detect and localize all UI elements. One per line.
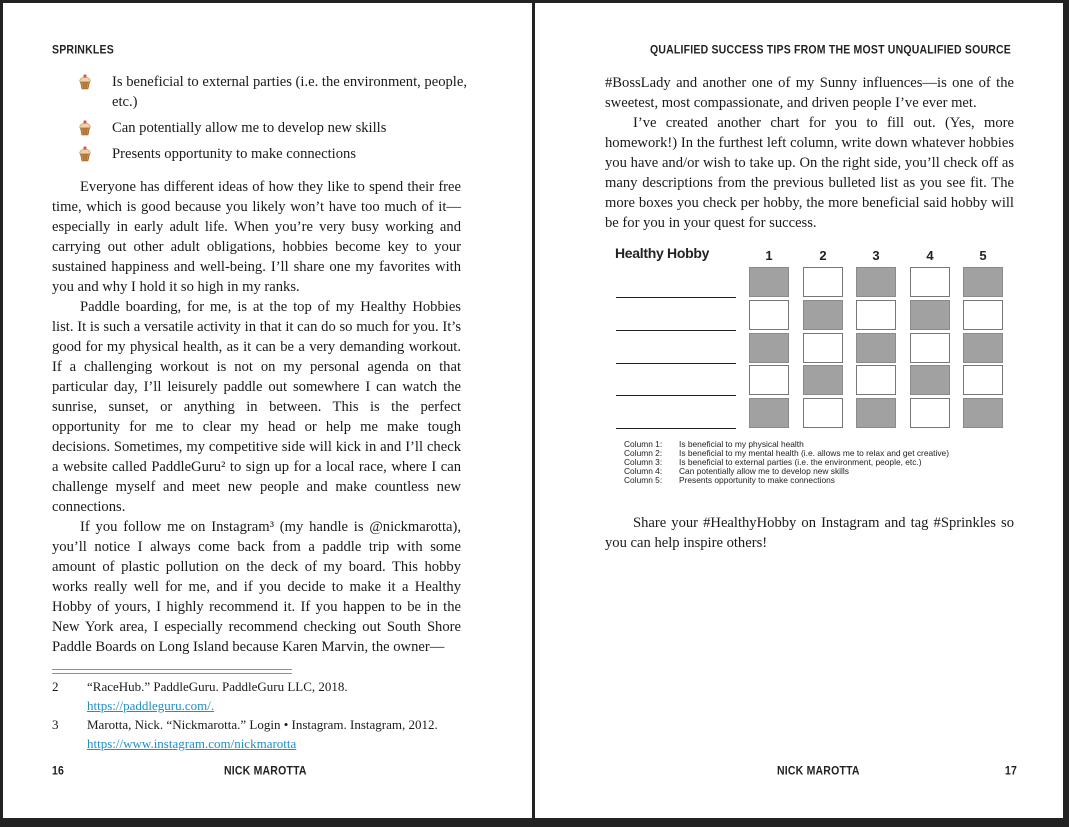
chart-cell[interactable] bbox=[749, 333, 789, 363]
bullet-text: Can potentially allow me to develop new skills bbox=[112, 120, 387, 136]
page-number-right: 17 bbox=[1005, 764, 1018, 778]
chart-cell[interactable] bbox=[910, 300, 950, 330]
paragraph: I’ve created another chart for you to fill out. (Yes, more homework!) In the furthest left column, write down whatever hobbies you have and/or wish to take up. On the right side, you’ll check off as many descriptions from the previous bulleted list as you see fit. The more boxes you check per hobby, the more beneficial said hobby will be for you in your quest for success. bbox=[605, 115, 1014, 231]
chart-cell[interactable] bbox=[910, 398, 950, 428]
chart-cell[interactable] bbox=[963, 398, 1003, 428]
footnote-number: 3 bbox=[52, 717, 59, 732]
column-header-1: 1 bbox=[765, 248, 773, 263]
hobby-write-in-line[interactable] bbox=[616, 395, 736, 396]
body-text bbox=[605, 73, 1014, 233]
hobby-write-in-line[interactable] bbox=[616, 330, 736, 331]
page-edge bbox=[1063, 0, 1069, 827]
paragraph: Share your #HealthyHobby on Instagram and tag #Sprinkles so you can help inspire others! bbox=[605, 515, 1014, 551]
legend-key: Column 2: bbox=[624, 448, 663, 458]
chart-cell[interactable] bbox=[803, 333, 843, 363]
column-header-3: 3 bbox=[872, 248, 880, 263]
paragraph: If you follow me on Instagram³ (my handle is @nickmarotta), you’ll notice I always come back from a paddle trip with some amount of plastic pollution on the deck of my board. This hobby works really well for me, and if you decide to make it a Healthy Hobby of yours, I highly recommend it. If you happen to be in the New York area, I especially recommend checking out South Shore Paddle Boards on Long Island because Karen Marvin, the owner— bbox=[52, 519, 461, 655]
chart-cell[interactable] bbox=[910, 365, 950, 395]
footnote-number: 2 bbox=[52, 679, 59, 694]
footnote-citation: Marotta, Nick. “Nickmarotta.” Login • Instagram. Instagram, 2012. bbox=[87, 717, 438, 732]
legend-entry bbox=[624, 476, 1024, 485]
chart-cell[interactable] bbox=[803, 300, 843, 330]
list-item bbox=[78, 118, 468, 138]
footer-author-left: NICK MAROTTA bbox=[224, 764, 307, 778]
page-edge-bottom bbox=[0, 818, 1069, 827]
chart-cell[interactable] bbox=[910, 333, 950, 363]
chart-cell[interactable] bbox=[963, 267, 1003, 297]
footnote-link[interactable]: https://paddleguru.com/. bbox=[87, 698, 215, 713]
bullet-text: Is beneficial to external parties (i.e. the environment, people, etc.) bbox=[112, 74, 467, 110]
chart-cell[interactable] bbox=[803, 267, 843, 297]
list-item bbox=[78, 72, 468, 112]
running-header-right: QUALIFIED SUCCESS TIPS FROM THE MOST UNQUALIFIED SOURCE bbox=[649, 43, 1011, 57]
paragraph: Paddle boarding, for me, is at the top of my Healthy Hobbies list. It is such a versatile activity in that it can do so much for you. It’s good for my physical health, as it can be a very demanding workout. If a challenging workout is not on my personal agenda on that particular day, I’ll leisurely paddle out somewhere I can watch the sunrise, sunset, or anything in between. This is the perfect opportunity for me to clear my head or help me make tough decisions. Sometimes, my competitive side will kick in and I’ll check a website called PaddleGuru² to sign up for a local race, where I can challenge myself and meet new people and make countless new connections. bbox=[52, 299, 461, 515]
legend-key: Column 3: bbox=[624, 457, 663, 467]
chart-cell[interactable] bbox=[749, 365, 789, 395]
chart-cell[interactable] bbox=[856, 267, 896, 297]
hobby-write-in-line[interactable] bbox=[616, 297, 736, 298]
chart-cell[interactable] bbox=[803, 365, 843, 395]
chart-cell[interactable] bbox=[803, 398, 843, 428]
chart-cell[interactable] bbox=[749, 267, 789, 297]
chart-cell[interactable] bbox=[856, 333, 896, 363]
chart-title: Healthy Hobby bbox=[615, 245, 710, 261]
footnote-divider bbox=[52, 669, 292, 674]
footnote bbox=[52, 715, 462, 753]
legend-key: Column 4: bbox=[624, 466, 663, 476]
chart-cell[interactable] bbox=[963, 300, 1003, 330]
column-header-2: 2 bbox=[819, 248, 827, 263]
paragraph: Everyone has different ideas of how they like to spend their free time, which is good because you likely won’t have too much of it—especially in early adult life. When you’re very busy working and carrying out other adult obligations, hobbies become key to your sustained happiness and well-being. I’ll share one my favorites with you and why I hold it so high in my ranks. bbox=[52, 179, 461, 295]
list-item bbox=[78, 144, 468, 164]
legend-text: Presents opportunity to make connections bbox=[679, 475, 835, 485]
chart-cell[interactable] bbox=[749, 398, 789, 428]
footnote-text bbox=[87, 715, 462, 753]
chart-cell[interactable] bbox=[963, 365, 1003, 395]
chart-cell[interactable] bbox=[856, 300, 896, 330]
cupcake-icon bbox=[78, 72, 112, 92]
paragraph: #BossLady and another one of my Sunny influences—is one of the sweetest, most compassionate, and driven people I’ve ever met. bbox=[605, 75, 1014, 111]
right-page bbox=[535, 0, 1063, 818]
chart-cell[interactable] bbox=[963, 333, 1003, 363]
hobby-write-in-line[interactable] bbox=[616, 428, 736, 429]
column-header-5: 5 bbox=[979, 248, 987, 263]
bullet-text: Presents opportunity to make connections bbox=[112, 146, 356, 162]
left-page bbox=[3, 0, 532, 818]
hobby-write-in-line[interactable] bbox=[616, 363, 736, 364]
footnote bbox=[52, 677, 462, 715]
closing-paragraph bbox=[605, 513, 1014, 553]
chart-cell[interactable] bbox=[856, 398, 896, 428]
footnote-link[interactable]: https://www.instagram.com/nickmarotta bbox=[87, 736, 297, 751]
page-number-left: 16 bbox=[52, 764, 65, 778]
cupcake-icon bbox=[78, 144, 112, 164]
bullet-list bbox=[78, 72, 468, 170]
legend-text: Is beneficial to my physical health bbox=[679, 439, 804, 449]
legend-text: Can potentially allow me to develop new skills bbox=[679, 466, 849, 476]
footer-author-right: NICK MAROTTA bbox=[777, 764, 860, 778]
legend-key: Column 5: bbox=[624, 475, 663, 485]
footnote-citation: “RaceHub.” PaddleGuru. PaddleGuru LLC, 2018. bbox=[87, 679, 348, 694]
healthy-hobby-chart bbox=[615, 243, 1015, 493]
column-header-4: 4 bbox=[926, 248, 934, 263]
legend-key: Column 1: bbox=[624, 439, 663, 449]
chart-cell[interactable] bbox=[749, 300, 789, 330]
footnote-text bbox=[87, 677, 462, 715]
body-text bbox=[52, 177, 461, 657]
chart-cell[interactable] bbox=[856, 365, 896, 395]
legend-text: Is beneficial to my mental health (i.e. allows me to relax and get creative) bbox=[679, 448, 949, 458]
legend-text: Is beneficial to external parties (i.e. the environment, people, etc.) bbox=[679, 457, 922, 467]
cupcake-icon bbox=[78, 118, 112, 138]
running-header-left: SPRINKLES bbox=[52, 43, 114, 57]
chart-cell[interactable] bbox=[910, 267, 950, 297]
chart-legend bbox=[624, 440, 1024, 485]
